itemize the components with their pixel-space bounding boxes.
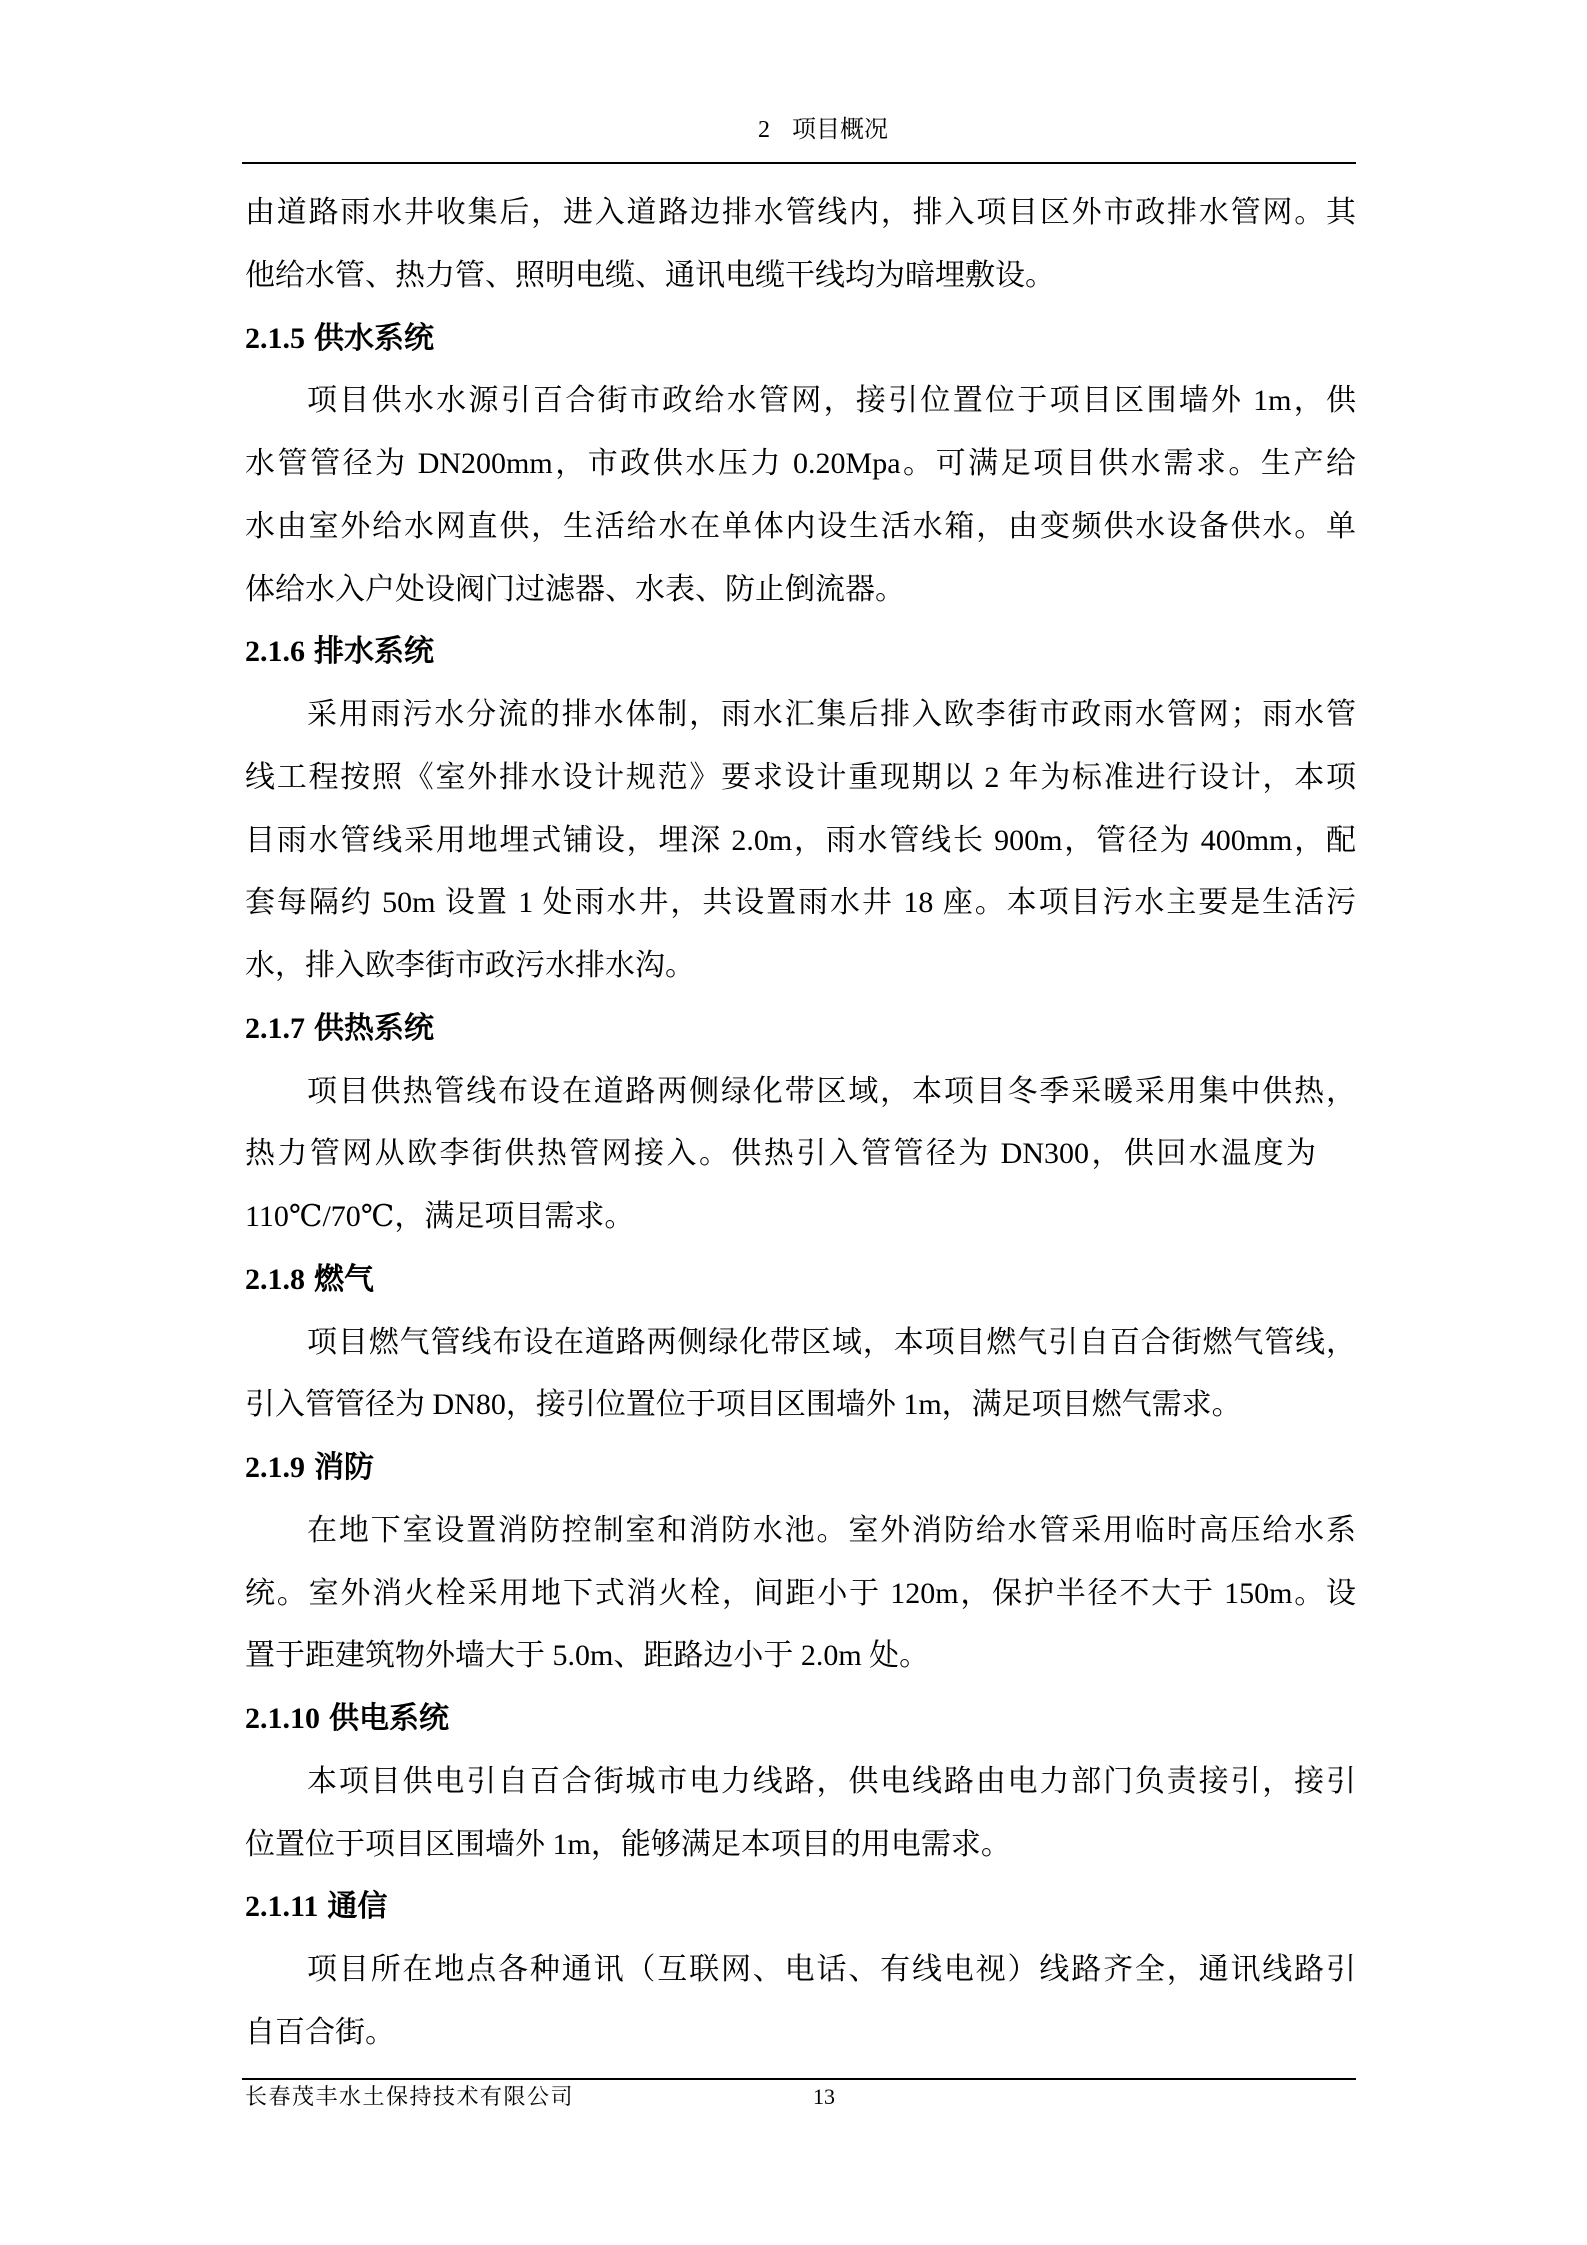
running-header [758, 114, 888, 146]
paragraph-line: 热力管网从欧李街供热管网接入。供热引入管管径为 DN300，供回水温度为 [245, 1137, 1316, 1171]
paragraph-line: 自百合街。 [245, 2015, 395, 2049]
paragraph-line: 体给水入户处设阀门过滤器、水表、防止倒流器。 [245, 572, 905, 606]
section-number: 2.1.7 [245, 1011, 305, 1045]
paragraph-line: 在地下室设置消防控制室和消防水池。室外消防给水管采用临时高压给水系 [307, 1513, 1356, 1547]
section-title: 排水系统 [314, 635, 434, 669]
section-title: 供水系统 [314, 321, 434, 355]
section-title: 燃气 [314, 1262, 374, 1296]
paragraph-line: 线工程按照《室外排水设计规范》要求设计重现期以 2 年为标准进行设计，本项 [245, 760, 1356, 794]
body-text [245, 182, 1356, 2065]
paragraph-line: 项目供热管线布设在道路两侧绿化带区域，本项目冬季采暖采用集中供热， [307, 1074, 1356, 1108]
section-number: 2.1.11 [245, 1890, 319, 1924]
paragraph-line: 由道路雨水井收集后，进入道路边排水管线内，排入项目区外市政排水管网。其 [245, 196, 1356, 229]
section-number: 2.1.6 [245, 635, 305, 669]
paragraph-line: 水管管径为 DN200mm，市政供水压力 0.20Mpa。可满足项目供水需求。生产给 [245, 447, 1356, 480]
section-number: 2.1.9 [245, 1451, 305, 1484]
section-title: 供热系统 [314, 1011, 434, 1045]
section-heading [245, 621, 1356, 684]
section-heading [245, 998, 1356, 1061]
paragraph-line: 引入管管径为 DN80，接引位置位于项目区围墙外 1m，满足项目燃气需求。 [245, 1388, 1242, 1422]
paragraph-line: 采用雨污水分流的排水体制，雨水汇集后排入欧李街市政雨水管网；雨水管 [307, 698, 1356, 731]
section-heading [245, 1437, 1356, 1500]
paragraph-line: 目雨水管线采用地埋式铺设，埋深 2.0m，雨水管线长 900m，管径为 400mm，配 [245, 823, 1356, 857]
section-title: 通信 [327, 1890, 388, 1924]
paragraph-line: 110℃/70℃，满足项目需求。 [245, 1200, 635, 1233]
section-title: 消防 [314, 1451, 374, 1484]
section-heading [245, 1249, 1356, 1312]
section-number: 2.1.8 [245, 1262, 305, 1296]
header-rule [242, 162, 1356, 164]
chapter-title: 项目概况 [792, 117, 888, 143]
section-title: 供电系统 [329, 1702, 449, 1735]
page-number: 13 [813, 2084, 835, 2109]
section-number: 2.1.5 [245, 321, 305, 355]
footer-company-name: 长春茂丰水土保持技术有限公司 [245, 2084, 575, 2109]
paragraph-line: 项目所在地点各种通讯（互联网、电话、有线电视）线路齐全，通讯线路引 [307, 1953, 1356, 1986]
paragraph-line: 位置位于项目区围墙外 1m，能够满足本项目的用电需求。 [245, 1827, 1011, 1861]
section-heading [245, 1688, 1356, 1751]
paragraph-line: 置于距建筑物外墙大于 5.0m、距路边小于 2.0m 处。 [245, 1639, 930, 1673]
paragraph-line: 项目供水水源引百合街市政给水管网，接引位置位于项目区围墙外 1m，供 [307, 384, 1356, 418]
section-heading [245, 308, 1356, 371]
paragraph-line: 项目燃气管线布设在道路两侧绿化带区域，本项目燃气引自百合街燃气管线， [307, 1325, 1356, 1359]
footer-rule [242, 2078, 1356, 2080]
paragraph-line: 他给水管、热力管、照明电缆、通讯电缆干线均为暗埋敷设。 [245, 258, 1055, 292]
paragraph-line: 套每隔约 50m 设置 1 处雨水井，共设置雨水井 18 座。本项目污水主要是生活污 [245, 886, 1356, 920]
chapter-number: 2 [758, 117, 770, 143]
paragraph-line: 本项目供电引自百合街城市电力线路，供电线路由电力部门负责接引，接引 [307, 1764, 1356, 1798]
paragraph-line: 水，排入欧李街市政污水排水沟。 [245, 949, 695, 982]
paragraph-line: 统。室外消火栓采用地下式消火栓，间距小于 120m，保护半径不大于 150m。设 [245, 1576, 1356, 1610]
paragraph-line: 水由室外给水网直供，生活给水在单体内设生活水箱，由变频供水设备供水。单 [245, 509, 1356, 543]
section-number: 2.1.10 [245, 1702, 320, 1735]
section-heading [245, 1876, 1356, 1939]
